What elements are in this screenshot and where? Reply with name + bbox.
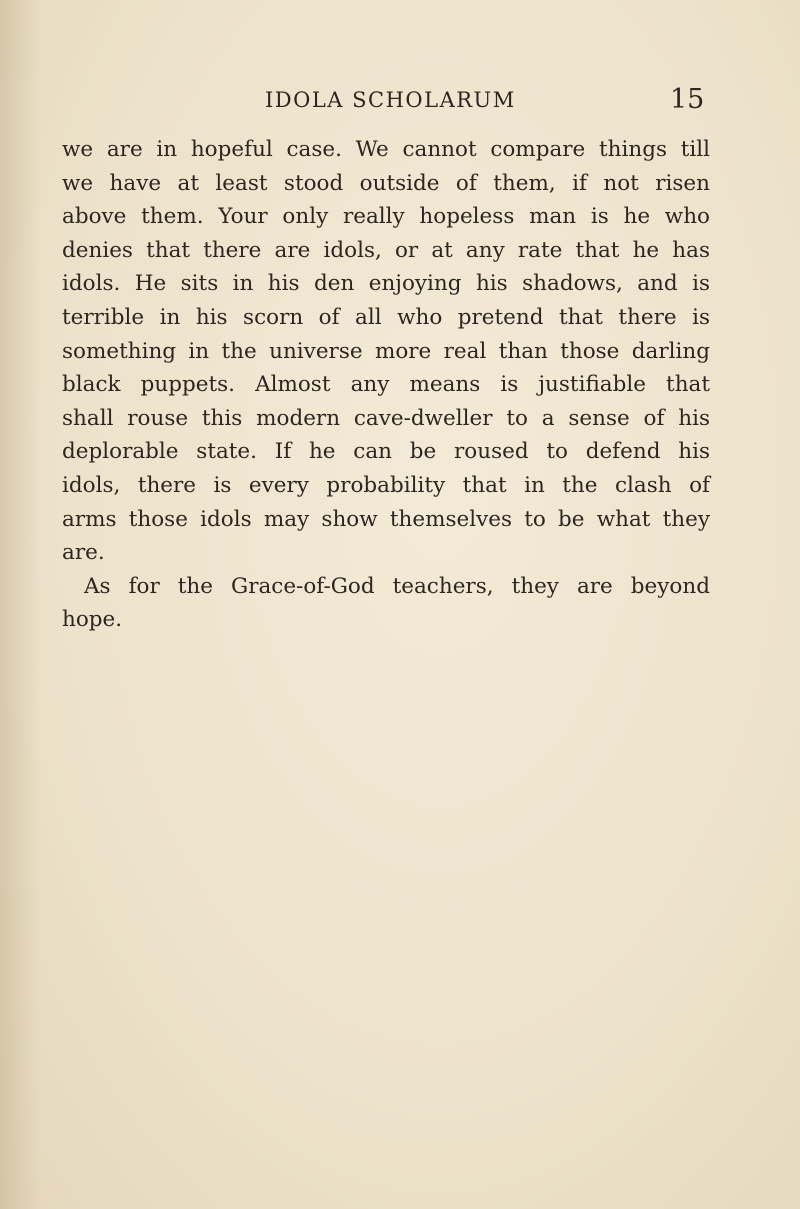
text-line: above them. Your only really hopeless man is he who [62,204,710,230]
body-text [62,133,710,637]
text-line: denies that there are idols, or at any rate that he has [62,237,710,263]
text-line: As for the Grace-of-God teachers, they are beyond [84,573,710,599]
text-line: idols. He sits in his den enjoying his shadows, and is [62,271,710,297]
text-line: arms those idols may show themselves to be what they [62,506,710,532]
running-head: IDOLA SCHOLARUM [265,88,516,112]
text-line: hope. [62,607,123,633]
text-line: are. [62,540,105,566]
text-line: deplorable state. If he can be roused to defend his [62,439,710,465]
text-line: something in the universe more real than those darling [62,338,710,364]
text-line: black puppets. Almost any means is justifiable that [62,372,710,398]
text-line: terrible in his scorn of all who pretend that there is [62,304,710,330]
page-header [0,84,800,114]
page-number: 15 [670,84,705,115]
text-line: we have at least stood outside of them, if not risen [62,170,710,196]
text-line: shall rouse this modern cave-dweller to a sense of his [62,405,710,431]
text-line: idols, there is every probability that in the clash of [62,472,710,498]
text-line: we are in hopeful case. We cannot compare things till [62,137,710,162]
page-edge-shadow [0,0,40,1209]
